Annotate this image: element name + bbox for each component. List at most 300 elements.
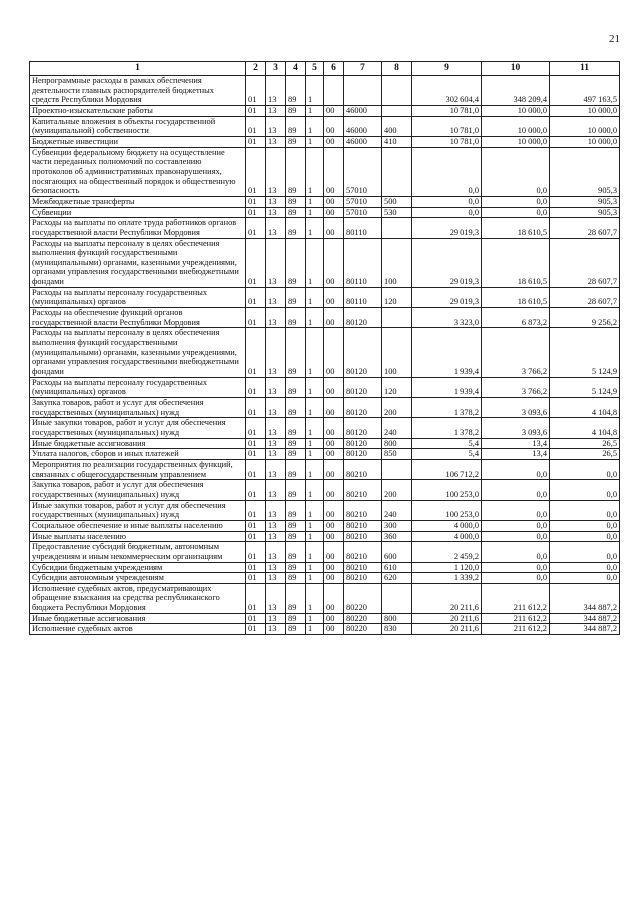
table-row [30,449,620,460]
code-cell: 1 [306,116,324,136]
code-cell: 01 [246,136,266,147]
code-cell [382,218,412,238]
amount-cell: 0,0 [482,520,550,531]
row-name-cell: Иные бюджетные ассигнования [30,613,246,624]
code-cell: 13 [266,418,286,438]
table-row [30,238,620,287]
table-row [30,218,620,238]
table-row [30,459,620,479]
code-cell: 01 [246,76,266,106]
column-header: 11 [550,62,620,76]
code-cell: 13 [266,438,286,449]
amount-cell: 4 000,0 [412,531,482,542]
code-cell: 89 [286,500,306,520]
code-cell: 80220 [344,624,382,635]
row-name-cell: Субсидии бюджетным учреждениям [30,562,246,573]
code-cell: 89 [286,583,306,613]
code-cell: 1 [306,531,324,542]
amount-cell: 1 378,2 [412,418,482,438]
table-row [30,573,620,584]
code-cell: 1 [306,573,324,584]
code-cell: 13 [266,531,286,542]
budget-table [29,61,620,635]
amount-cell: 0,0 [482,196,550,207]
code-cell: 46000 [344,136,382,147]
table-row [30,328,620,377]
amount-cell: 211 612,2 [482,583,550,613]
code-cell: 00 [324,459,344,479]
code-cell: 1 [306,398,324,418]
row-name-cell: Бюджетные инвестиции [30,136,246,147]
amount-cell: 0,0 [482,207,550,218]
code-cell: 00 [324,573,344,584]
table-row [30,287,620,307]
row-name-cell: Субвенции федеральному бюджету на осуществление части переданных полномочий по составлению протоколов об административных правонарушениях, посягающих на общественный порядок и общественную безопасность [30,147,246,196]
row-name-cell: Межбюджетные трансферты [30,196,246,207]
code-cell: 89 [286,308,306,328]
code-cell: 200 [382,398,412,418]
amount-cell: 9 256,2 [550,308,620,328]
amount-cell: 905,3 [550,196,620,207]
amount-cell: 4 000,0 [412,520,482,531]
code-cell: 46000 [344,105,382,116]
amount-cell: 3 093,6 [482,418,550,438]
code-cell: 1 [306,147,324,196]
code-cell: 530 [382,207,412,218]
table-row [30,377,620,397]
code-cell: 01 [246,573,266,584]
code-cell: 300 [382,520,412,531]
code-cell: 00 [324,398,344,418]
code-cell: 01 [246,562,266,573]
code-cell: 360 [382,531,412,542]
code-cell: 00 [324,238,344,287]
row-name-cell: Иные закупки товаров, работ и услуг для обеспечения государственных (муниципальных) нужд [30,500,246,520]
code-cell: 00 [324,542,344,562]
row-name-cell: Проектно-изыскательские работы [30,105,246,116]
row-name-cell: Иные закупки товаров, работ и услуг для обеспечения государственных (муниципальных) нужд [30,418,246,438]
code-cell: 410 [382,136,412,147]
code-cell: 13 [266,238,286,287]
column-header: 1 [30,62,246,76]
code-cell: 00 [324,196,344,207]
code-cell [344,76,382,106]
code-cell: 800 [382,438,412,449]
amount-cell: 20 211,6 [412,583,482,613]
amount-cell: 10 000,0 [482,105,550,116]
code-cell: 13 [266,196,286,207]
code-cell: 80110 [344,287,382,307]
code-cell: 89 [286,542,306,562]
code-cell: 89 [286,328,306,377]
table-row [30,520,620,531]
code-cell: 00 [324,308,344,328]
code-cell: 01 [246,624,266,635]
code-cell: 1 [306,480,324,500]
code-cell: 13 [266,480,286,500]
code-cell: 89 [286,116,306,136]
code-cell: 89 [286,147,306,196]
code-cell: 100 [382,238,412,287]
row-name-cell: Иные бюджетные ассигнования [30,438,246,449]
amount-cell: 344 887,2 [550,583,620,613]
table-row [30,418,620,438]
row-name-cell: Уплата налогов, сборов и иных платежей [30,449,246,460]
amount-cell: 0,0 [550,520,620,531]
code-cell: 1 [306,218,324,238]
amount-cell: 4 104,8 [550,398,620,418]
code-cell: 01 [246,583,266,613]
code-cell [324,76,344,106]
code-cell: 89 [286,418,306,438]
code-cell: 01 [246,238,266,287]
amount-cell: 3 323,0 [412,308,482,328]
row-name-cell: Расходы на выплаты по оплате труда работников органов государственной власти Республики Мордовия [30,218,246,238]
amount-cell: 1 120,0 [412,562,482,573]
code-cell: 01 [246,328,266,377]
code-cell: 80210 [344,520,382,531]
code-cell: 240 [382,500,412,520]
code-cell: 13 [266,377,286,397]
table-row [30,438,620,449]
amount-cell: 211 612,2 [482,624,550,635]
row-name-cell: Закупка товаров, работ и услуг для обеспечения государственных (муниципальных) нужд [30,480,246,500]
code-cell: 01 [246,449,266,460]
row-name-cell: Капитальные вложения в объекты государственной (муниципальной) собственности [30,116,246,136]
code-cell: 13 [266,76,286,106]
row-name-cell: Расходы на выплаты персоналу государственных (муниципальных) органов [30,287,246,307]
code-cell: 01 [246,480,266,500]
code-cell: 1 [306,207,324,218]
code-cell: 01 [246,500,266,520]
code-cell: 89 [286,218,306,238]
code-cell: 100 [382,328,412,377]
code-cell: 89 [286,398,306,418]
code-cell: 13 [266,542,286,562]
code-cell: 01 [246,531,266,542]
code-cell: 80120 [344,398,382,418]
code-cell: 620 [382,573,412,584]
code-cell: 01 [246,218,266,238]
code-cell: 00 [324,287,344,307]
code-cell: 80210 [344,542,382,562]
code-cell: 80120 [344,308,382,328]
table-row [30,624,620,635]
row-name-cell: Социальное обеспечение и иные выплаты населению [30,520,246,531]
amount-cell: 0,0 [550,562,620,573]
code-cell: 1 [306,238,324,287]
code-cell: 00 [324,624,344,635]
code-cell: 610 [382,562,412,573]
table-row [30,500,620,520]
amount-cell: 0,0 [482,500,550,520]
code-cell: 1 [306,418,324,438]
column-header: 4 [286,62,306,76]
code-cell: 400 [382,116,412,136]
code-cell: 80210 [344,480,382,500]
code-cell: 80210 [344,573,382,584]
amount-cell: 0,0 [482,459,550,479]
code-cell: 89 [286,136,306,147]
code-cell: 1 [306,196,324,207]
code-cell: 1 [306,613,324,624]
code-cell: 13 [266,520,286,531]
table-row [30,398,620,418]
column-header: 9 [412,62,482,76]
amount-cell: 10 000,0 [482,116,550,136]
amount-cell: 100 253,0 [412,480,482,500]
code-cell: 89 [286,531,306,542]
code-cell: 01 [246,105,266,116]
table-row [30,308,620,328]
amount-cell: 1 339,2 [412,573,482,584]
row-name-cell: Расходы на выплаты персоналу в целях обеспечения выполнения функций государственными (муниципальными) органами, казенными учреждениями, органами управления государственными внебюджетными фондами [30,238,246,287]
code-cell: 89 [286,207,306,218]
table-row [30,105,620,116]
code-cell: 80120 [344,377,382,397]
code-cell: 00 [324,147,344,196]
code-cell: 89 [286,624,306,635]
code-cell: 80120 [344,449,382,460]
amount-cell: 497 163,5 [550,76,620,106]
amount-cell: 10 000,0 [550,136,620,147]
page-number: 21 [609,33,620,45]
code-cell: 00 [324,583,344,613]
row-name-cell: Непрограммные расходы в рамках обеспечения деятельности главных распорядителей бюджетных средств Республики Мордовия [30,76,246,106]
amount-cell: 0,0 [412,196,482,207]
code-cell: 120 [382,377,412,397]
code-cell: 01 [246,147,266,196]
code-cell: 89 [286,613,306,624]
code-cell: 1 [306,500,324,520]
code-cell: 01 [246,398,266,418]
row-name-cell: Закупка товаров, работ и услуг для обеспечения государственных (муниципальных) нужд [30,398,246,418]
row-name-cell: Расходы на выплаты персоналу в целях обеспечения выполнения функций государственными (муниципальными) органами, казенными учреждениями, органами управления государственными внебюджетными фондами [30,328,246,377]
code-cell: 01 [246,308,266,328]
amount-cell: 0,0 [550,480,620,500]
code-cell: 13 [266,613,286,624]
code-cell: 13 [266,459,286,479]
amount-cell: 3 766,2 [482,377,550,397]
code-cell: 89 [286,573,306,584]
amount-cell: 28 607,7 [550,287,620,307]
code-cell: 00 [324,116,344,136]
code-cell: 13 [266,449,286,460]
amount-cell: 3 093,6 [482,398,550,418]
code-cell: 1 [306,287,324,307]
code-cell: 1 [306,377,324,397]
code-cell: 01 [246,116,266,136]
code-cell: 1 [306,624,324,635]
amount-cell: 0,0 [412,207,482,218]
column-header: 7 [344,62,382,76]
code-cell: 00 [324,438,344,449]
amount-cell: 0,0 [412,147,482,196]
amount-cell: 348 209,4 [482,76,550,106]
table-row [30,196,620,207]
amount-cell: 13,4 [482,449,550,460]
code-cell: 80220 [344,583,382,613]
code-cell: 13 [266,500,286,520]
table-row [30,116,620,136]
table-row [30,136,620,147]
code-cell: 1 [306,449,324,460]
code-cell: 01 [246,196,266,207]
code-cell: 80120 [344,418,382,438]
code-cell: 00 [324,418,344,438]
amount-cell: 0,0 [482,480,550,500]
amount-cell: 20 211,6 [412,624,482,635]
code-cell: 13 [266,624,286,635]
amount-cell: 5,4 [412,449,482,460]
amount-cell: 4 104,8 [550,418,620,438]
code-cell: 1 [306,438,324,449]
code-cell: 01 [246,542,266,562]
code-cell: 01 [246,207,266,218]
code-cell: 57010 [344,147,382,196]
code-cell: 89 [286,377,306,397]
code-cell: 00 [324,562,344,573]
code-cell: 89 [286,438,306,449]
amount-cell: 10 000,0 [550,116,620,136]
code-cell: 89 [286,105,306,116]
amount-cell: 0,0 [482,562,550,573]
code-cell: 57010 [344,196,382,207]
code-cell: 13 [266,398,286,418]
code-cell: 00 [324,613,344,624]
row-name-cell: Расходы на выплаты персоналу государственных (муниципальных) органов [30,377,246,397]
table-row [30,480,620,500]
code-cell: 1 [306,520,324,531]
code-cell: 1 [306,459,324,479]
amount-cell: 10 000,0 [550,105,620,116]
table-row [30,542,620,562]
code-cell: 01 [246,377,266,397]
table-header-row [30,62,620,76]
row-name-cell: Исполнение судебных актов, предусматривающих обращение взыскания на средства республиканского бюджета Республики Мордовия [30,583,246,613]
code-cell: 01 [246,459,266,479]
code-cell: 01 [246,438,266,449]
code-cell: 13 [266,562,286,573]
row-name-cell: Мероприятия по реализации государственных функций, связанных с общегосударственным управлением [30,459,246,479]
code-cell: 00 [324,328,344,377]
column-header: 8 [382,62,412,76]
code-cell: 13 [266,147,286,196]
column-header: 10 [482,62,550,76]
code-cell: 80210 [344,459,382,479]
code-cell [382,147,412,196]
code-cell: 13 [266,207,286,218]
amount-cell: 0,0 [550,500,620,520]
code-cell: 600 [382,542,412,562]
amount-cell: 5,4 [412,438,482,449]
amount-cell: 905,3 [550,147,620,196]
amount-cell: 0,0 [482,542,550,562]
amount-cell: 10 000,0 [482,136,550,147]
code-cell: 13 [266,573,286,584]
code-cell: 80210 [344,531,382,542]
column-header: 5 [306,62,324,76]
amount-cell: 344 887,2 [550,613,620,624]
amount-cell: 6 873,2 [482,308,550,328]
code-cell: 120 [382,287,412,307]
amount-cell: 1 939,4 [412,328,482,377]
row-name-cell: Предоставление субсидий бюджетным, автономным учреждениям и иным некоммерческим организациям [30,542,246,562]
code-cell: 1 [306,542,324,562]
code-cell: 80210 [344,500,382,520]
code-cell: 1 [306,562,324,573]
code-cell: 13 [266,583,286,613]
code-cell: 89 [286,480,306,500]
amount-cell: 905,3 [550,207,620,218]
amount-cell: 2 459,2 [412,542,482,562]
table-row [30,613,620,624]
code-cell: 1 [306,76,324,106]
code-cell: 240 [382,418,412,438]
table-row [30,147,620,196]
amount-cell: 5 124,9 [550,328,620,377]
amount-cell: 29 019,3 [412,218,482,238]
amount-cell: 0,0 [550,459,620,479]
code-cell: 13 [266,136,286,147]
code-cell: 1 [306,328,324,377]
code-cell: 500 [382,196,412,207]
code-cell: 80120 [344,328,382,377]
code-cell: 00 [324,500,344,520]
column-header: 2 [246,62,266,76]
code-cell [382,583,412,613]
table-row [30,531,620,542]
amount-cell: 10 781,0 [412,136,482,147]
row-name-cell: Исполнение судебных актов [30,624,246,635]
code-cell: 850 [382,449,412,460]
code-cell: 13 [266,308,286,328]
code-cell: 00 [324,449,344,460]
table-row [30,76,620,106]
code-cell: 13 [266,287,286,307]
code-cell: 89 [286,287,306,307]
amount-cell: 344 887,2 [550,624,620,635]
code-cell: 89 [286,196,306,207]
amount-cell: 26,5 [550,438,620,449]
row-name-cell: Субвенции [30,207,246,218]
code-cell: 00 [324,520,344,531]
row-name-cell: Расходы на обеспечение функций органов государственной власти Республики Мордовия [30,308,246,328]
code-cell: 01 [246,520,266,531]
code-cell: 13 [266,328,286,377]
code-cell: 00 [324,207,344,218]
amount-cell: 10 781,0 [412,116,482,136]
code-cell: 830 [382,624,412,635]
amount-cell: 1 378,2 [412,398,482,418]
code-cell: 80120 [344,438,382,449]
amount-cell: 1 939,4 [412,377,482,397]
code-cell: 89 [286,449,306,460]
code-cell [382,105,412,116]
amount-cell: 18 610,5 [482,238,550,287]
code-cell: 1 [306,308,324,328]
amount-cell: 3 766,2 [482,328,550,377]
code-cell: 89 [286,238,306,287]
row-name-cell: Субсидии автономным учреждениям [30,573,246,584]
code-cell: 00 [324,218,344,238]
code-cell: 00 [324,377,344,397]
amount-cell: 28 607,7 [550,238,620,287]
amount-cell: 0,0 [482,531,550,542]
code-cell [382,308,412,328]
amount-cell: 0,0 [482,147,550,196]
code-cell: 00 [324,480,344,500]
